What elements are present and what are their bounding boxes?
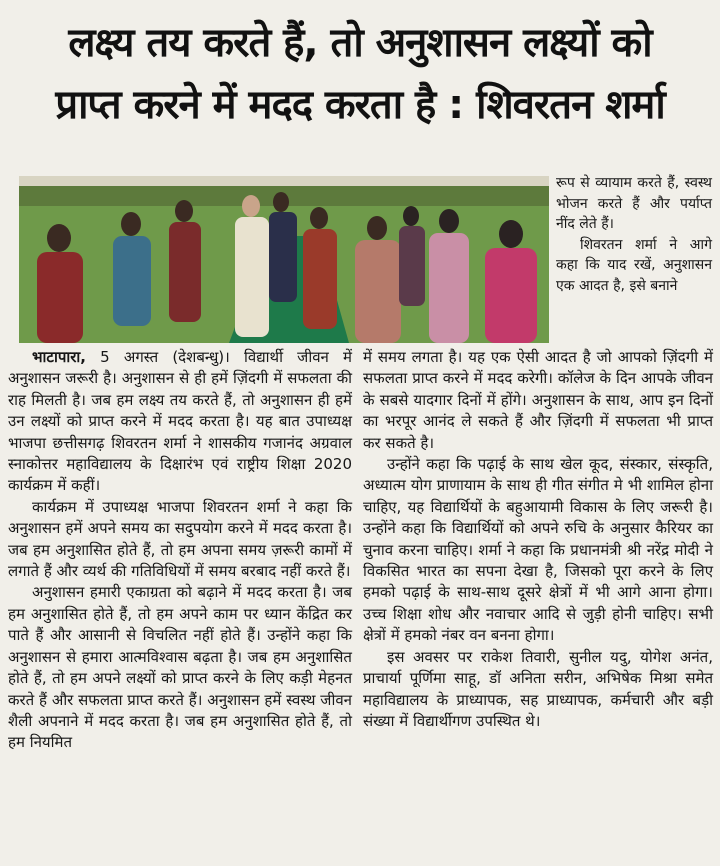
dateline: भाटापारा,: [32, 348, 86, 366]
headline-line-2: प्राप्त करने में मदद करता है : शिवरतन शर्मा: [55, 82, 665, 128]
paragraph: इस अवसर पर राकेश तिवारी, सुनील यदु, योगेश अनंत, प्राचार्या पूर्णिमा साहू, डॉ अनिता सरीन, अभिषेक मिश्रा समेत महाविद्यालय के प्राध्यापक, सह प्राध्यापक, कर्मचारी और बड़ी संख्या में विद्यार्थीगण उपस्थित थे।: [363, 647, 713, 730]
paragraph: शिवरतन शर्मा ने आगे कहा कि याद रखें, अनुशासन एक आदत है, इसे बनाने: [556, 236, 712, 294]
paragraph-text: 5 अगस्त (देशबन्धु)। विद्यार्थी जीवन में अनुशासन जरूरी है। अनुशासन से ही हमें ज़िंदगी में सफलता की राह मिलती है। जब हम लक्ष्य तय करते हैं, तो अनुशासन ही हमें उन लक्ष्यों को प्राप्त करने में मदद करता है। यह बात उपाध्यक्ष भाजपा छत्तीसगढ़ शिवरतन शर्मा ने शासकीय गजानंद अग्रवाल स्नाकोत्तर महाविद्यालय के दिक्षारंभ एवं राष्ट्रीय शिक्षा 2020 कार्यक्रम में कहीं।: [8, 348, 352, 495]
paragraph: उन्होंने कहा कि पढ़ाई के साथ खेल कूद, संस्कार, संस्कृति, अध्यात्म योग प्राणायाम के साथ ही गीत संगीत मे भी शामिल होना चाहिए, यह विद्यार्थियों के बहुआयामी विकास के लिए जरूरी है। उन्होंने कहा कि विद्यार्थियों को अपने रुचि के अनुसार कैरियर का चुनाव करना चाहिए। शर्मा ने कहा कि प्रधानमंत्री श्री नरेंद्र मोदी ने विकसित भारत का सपना देखा है, जिसको पूरा करने के लिए हमको पढ़ाई के साथ-साथ दूसरे क्षेत्रों में भी आगे आना होगा। उच्च शिक्षा शोध और नवाचार आदि से जुड़ी होनी चाहिए। सभी क्षेत्रों में हमको नंबर वन बनना होगा।: [363, 455, 713, 645]
paragraph: कार्यक्रम में उपाध्यक्ष भाजपा शिवरतन शर्मा ने कहा कि अनुशासन हमें अपने समय का सदुपयोग करने में मदद करता है। जब हम अनुशासित होते हैं, तो हम अपना समय ज़रूरी कामों में लगाते हैं और व्यर्थ की गतिविधियों में समय बरबाद नहीं करते हैं।: [8, 497, 352, 581]
article-right-top: [556, 173, 712, 296]
paragraph: में समय लगता है। यह एक ऐसी आदत है जो आपको ज़िंदगी में सफलता प्राप्त करने में मदद करेगी। कॉलेज के दिन आपके जीवन के सबसे यादगार दिनों में होंगे। अनुशासन के साथ, आप इन दिनों का भरपूर आनंद ले सकते हैं और ज़िंदगी में सफलता भी प्राप्त कर सकते है।: [363, 348, 713, 452]
article-left-column: [8, 347, 352, 754]
paragraph: रूप से व्यायाम करते हैं, स्वस्थ भोजन करते हैं और पर्याप्त नींद लेते हैं।: [556, 175, 712, 232]
paragraph: अनुशासन हमारी एकाग्रता को बढ़ाने में मदद करता है। जब हम अनुशासित होते हैं, तो हम अपने काम पर ध्यान केंद्रित कर पाते हैं और आसानी से विचलित नहीं होते हैं। उन्होंने कहा कि अनुशासन से हमारा आत्मविश्वास बढ़ता है। जब हम अनुशासित होते हैं, तो हम अपने लक्ष्यों को प्राप्त करने के लिए कड़ी मेहनत करते हैं और सफलता प्राप्त करते हैं। अनुशासन हमें स्वस्थ जीवन शैली अपनाने में मदद करता है। जब हम अनुशासित होते हैं, तो हम नियमित: [8, 583, 352, 752]
headline-line-1: लक्ष्य तय करते हैं, तो अनुशासन लक्ष्यों को: [68, 20, 652, 66]
news-photo: [19, 176, 549, 343]
article-right-column: [363, 347, 713, 732]
paragraph: [8, 347, 352, 497]
headline: [14, 12, 706, 136]
photo-icon: [19, 176, 549, 343]
